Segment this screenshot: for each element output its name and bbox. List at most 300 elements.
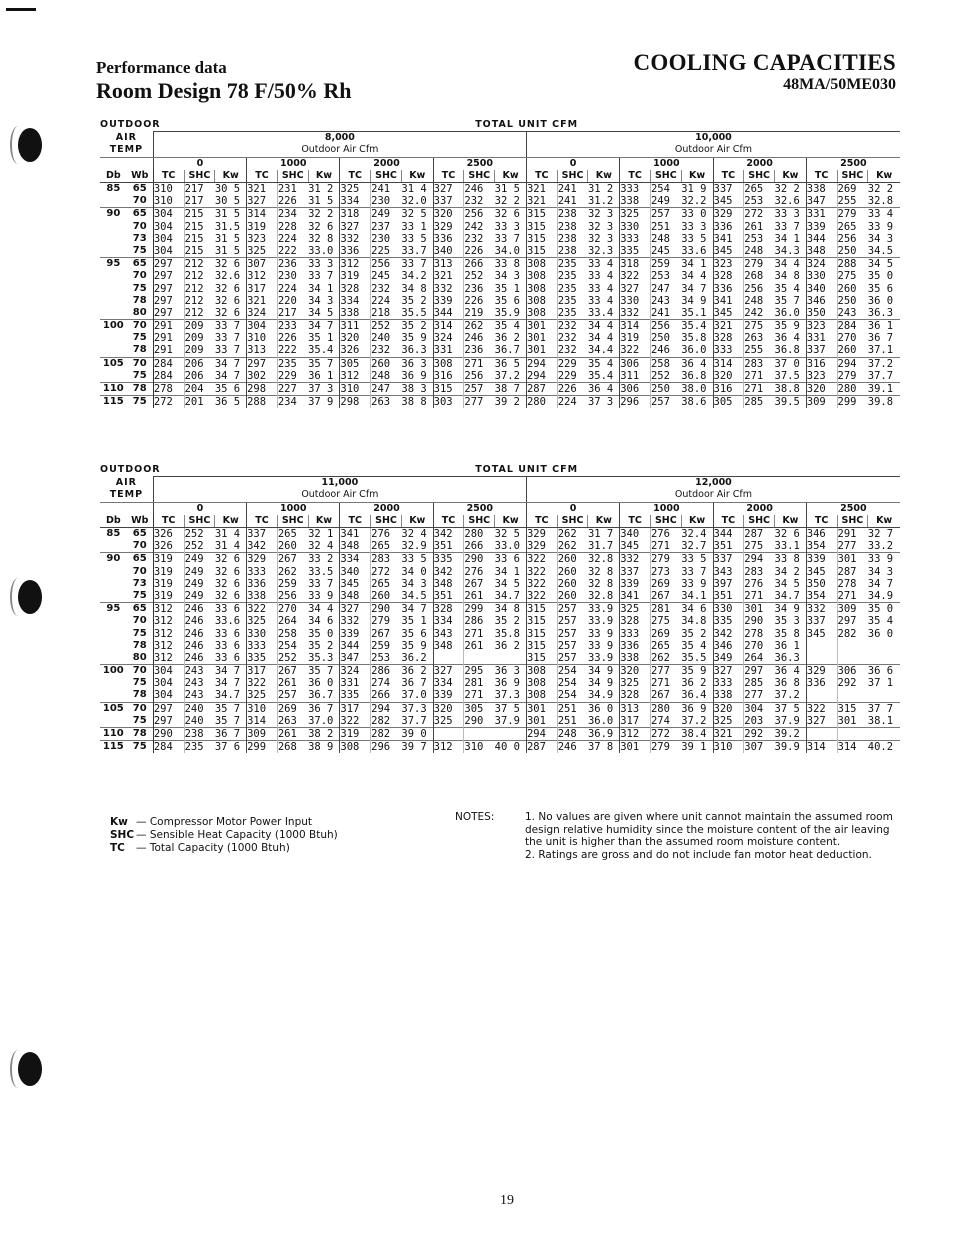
wb-temp-cell: 75 <box>127 627 154 639</box>
binder-hole-icon <box>18 1052 42 1086</box>
tc-value-cell: 334 <box>340 295 371 307</box>
shc-value-cell: 262 <box>557 527 588 540</box>
tc-header: TC <box>433 515 464 528</box>
tc-value-cell: 314 <box>620 320 651 333</box>
shc-value-cell: 295 <box>464 665 495 678</box>
kw-value-cell: 34.5 <box>401 589 427 602</box>
shc-value-cell: 307 <box>744 741 775 754</box>
shc-value-cell: 283 <box>371 553 402 566</box>
kw-value-cell: 32 6 <box>215 258 247 271</box>
tc-value-cell: 312 <box>620 727 651 740</box>
db-temp-cell: 105 <box>100 357 127 370</box>
shc-value-cell: 206 <box>184 357 215 370</box>
kw-value-cell: 34 4 <box>588 320 620 333</box>
shc-value-cell: 224 <box>557 396 588 409</box>
tc-value-cell: 324 <box>433 332 464 344</box>
shc-value-cell: 235 <box>277 357 308 370</box>
tc-value-cell: 329 <box>806 665 837 678</box>
shc-value-cell: 271 <box>744 382 775 395</box>
outdoor-air-cfm-label: Outdoor Air Cfm <box>526 489 900 502</box>
kw-value-cell: 35.5 <box>681 651 707 664</box>
tc-value-cell: 338 <box>247 590 278 603</box>
tc-value-cell: 297 <box>153 307 184 320</box>
kw-value-cell: 35 9 <box>401 332 427 345</box>
shc-header: SHC <box>277 170 308 183</box>
tc-value-cell: 346 <box>713 640 744 652</box>
tc-value-cell: 322 <box>526 553 557 566</box>
kw-header: Kw <box>588 170 620 183</box>
tc-value-cell: 325 <box>247 689 278 702</box>
kw-value-cell: 35 3 <box>774 615 800 628</box>
shc-value-cell: 212 <box>184 258 215 271</box>
shc-value-cell: 222 <box>277 245 308 258</box>
shc-value-cell: 226 <box>557 382 588 395</box>
kw-value-cell: 35 1 <box>494 282 520 295</box>
db-temp-cell <box>100 233 127 245</box>
performance-table-2 <box>100 464 900 753</box>
kw-value-cell: 36 9 <box>401 369 427 382</box>
table-row <box>100 590 900 603</box>
tc-value-cell: 337 <box>620 566 651 578</box>
tc-value-cell: 297 <box>247 357 278 370</box>
kw-value-cell: 33 3 <box>775 208 807 221</box>
shc-value-cell: 282 <box>837 627 868 639</box>
shc-value-cell: 294 <box>371 702 402 715</box>
kw-value-cell: 35 9 <box>401 639 427 652</box>
kw-value-cell: 34.5 <box>867 244 894 257</box>
tc-value-cell: 314 <box>247 208 278 221</box>
db-header: Db <box>100 170 127 183</box>
shc-value-cell: 256 <box>464 370 495 383</box>
tc-value-cell: 348 <box>433 640 464 652</box>
table-row <box>100 382 900 395</box>
tc-value-cell: 325 <box>247 245 278 258</box>
tc-value-cell: 319 <box>620 332 651 344</box>
shc-value-cell: 260 <box>837 282 868 294</box>
table-row <box>100 603 900 616</box>
tc-value-cell: 336 <box>620 640 651 652</box>
shc-value-cell: 220 <box>277 295 308 307</box>
kw-value-cell: 34 7 <box>308 320 340 333</box>
page-subtitle: Performance data <box>96 58 227 77</box>
shc-value-cell: 266 <box>371 689 402 702</box>
shc-value-cell: 250 <box>837 295 868 307</box>
table-row <box>100 195 900 208</box>
model-number: 48MA/50ME030 <box>783 76 896 93</box>
shc-value-cell: 232 <box>557 320 588 333</box>
tc-value-cell <box>433 652 464 665</box>
tc-value-cell: 342 <box>433 566 464 578</box>
tc-value-cell: 350 <box>806 307 837 320</box>
tc-value-cell: 304 <box>153 689 184 702</box>
shc-value-cell: 260 <box>557 590 588 603</box>
tc-value-cell: 344 <box>433 307 464 320</box>
shc-value-cell: 242 <box>744 307 775 320</box>
tc-value-cell: 320 <box>620 665 651 678</box>
tc-value-cell: 298 <box>247 382 278 395</box>
wb-temp-cell: 75 <box>127 245 154 258</box>
tc-value-cell: 323 <box>806 370 837 383</box>
kw-value-cell: 36 2 <box>401 665 433 678</box>
shc-value-cell: 245 <box>650 245 681 258</box>
kw-value-cell: 32.6 <box>774 195 800 208</box>
shc-value-cell: 253 <box>650 270 681 282</box>
shc-value-cell: 264 <box>277 615 308 627</box>
shc-value-cell: 272 <box>744 208 775 221</box>
kw-value-cell: 35 6 <box>401 627 427 640</box>
kw-header: Kw <box>215 170 247 183</box>
tc-value-cell: 335 <box>247 652 278 665</box>
wb-temp-cell: 65 <box>127 258 154 271</box>
shc-header: SHC <box>371 515 402 528</box>
kw-value-cell: 33.9 <box>587 651 614 664</box>
tc-value-cell: 338 <box>806 182 837 195</box>
wb-temp-cell: 65 <box>127 553 154 566</box>
shc-value-cell: 246 <box>557 741 588 754</box>
shc-header: SHC <box>184 515 215 528</box>
shc-value-cell: 265 <box>371 578 402 590</box>
tc-value-cell: 308 <box>526 282 557 294</box>
kw-value-cell: 32 6 <box>495 208 527 221</box>
legend-key: Kw <box>110 816 128 828</box>
kw-value-cell: 36 6 <box>868 665 900 678</box>
kw-value-cell: 33 5 <box>401 232 427 245</box>
kw-value-cell: 33.9 <box>587 615 614 628</box>
tc-value-cell: 284 <box>153 370 184 383</box>
shc-value-cell: 285 <box>744 396 775 409</box>
kw-value-cell: 37 3 <box>308 382 340 395</box>
table-row <box>100 741 900 754</box>
tc-value-cell: 315 <box>526 233 557 245</box>
kw-value-cell: 38 2 <box>308 727 340 740</box>
kw-value-cell: 39.9 <box>775 741 807 754</box>
outdoor-air-cfm-value: 0 <box>526 157 619 170</box>
tc-value-cell: 312 <box>247 270 278 282</box>
shc-value-cell: 299 <box>464 603 495 616</box>
cfm-value-a: 11,000 <box>153 477 526 490</box>
kw-value-cell: 32 6 <box>214 577 241 590</box>
tc-value-cell: 349 <box>713 652 744 665</box>
tc-value-cell: 321 <box>526 195 557 208</box>
shc-value-cell: 259 <box>371 640 402 652</box>
shc-value-cell: 274 <box>371 677 402 689</box>
kw-value-cell: 32.7 <box>681 540 707 553</box>
kw-value-cell: 36.0 <box>587 714 614 727</box>
db-temp-cell <box>100 640 127 652</box>
kw-value-cell: 35 2 <box>401 320 433 333</box>
tc-value-cell: 297 <box>153 702 184 715</box>
kw-value-cell: 34 4 <box>308 603 340 616</box>
outdoor-label: OUTDOOR <box>100 464 161 476</box>
shc-value-cell: 261 <box>464 590 495 603</box>
tc-value-cell: 325 <box>340 182 371 195</box>
shc-value-cell <box>464 727 495 740</box>
tc-value-cell: 312 <box>340 370 371 383</box>
shc-value-cell: 260 <box>557 553 588 566</box>
tc-value-cell: 325 <box>620 208 651 221</box>
shc-header: SHC <box>184 170 215 183</box>
shc-value-cell: 254 <box>277 640 308 652</box>
legend-item <box>110 829 338 842</box>
tc-value-cell: 332 <box>340 615 371 627</box>
shc-value-cell: 259 <box>277 578 308 590</box>
kw-value-cell: 34 0 <box>401 565 427 578</box>
tc-value-cell: 310 <box>153 182 184 195</box>
kw-value-cell: 34 7 <box>214 369 241 382</box>
tc-value-cell: 301 <box>526 320 557 333</box>
wb-temp-cell: 70 <box>127 221 154 233</box>
kw-value-cell: 38.4 <box>681 727 713 740</box>
wb-temp-cell: 80 <box>127 652 154 665</box>
shc-value-cell: 271 <box>650 677 681 689</box>
tc-value-cell: 322 <box>247 677 278 689</box>
kw-value-cell: 34 6 <box>681 603 713 616</box>
tc-value-cell: 322 <box>620 344 651 357</box>
shc-value-cell: 241 <box>557 182 588 195</box>
shc-value-cell: 252 <box>371 320 402 333</box>
tc-value-cell: 332 <box>340 233 371 245</box>
kw-header: Kw <box>775 515 807 528</box>
tc-header: TC <box>153 515 184 528</box>
tc-value-cell: 339 <box>806 553 837 566</box>
shc-value-cell: 267 <box>277 665 308 678</box>
db-temp-cell <box>100 689 127 702</box>
kw-value-cell: 36 2 <box>494 639 520 652</box>
kw-value-cell: 36 4 <box>775 665 807 678</box>
legend-key: SHC <box>110 829 135 841</box>
shc-value-cell <box>837 689 868 702</box>
kw-value-cell: 33 7 <box>681 565 707 578</box>
shc-value-cell: 246 <box>184 615 215 627</box>
shc-value-cell: 314 <box>837 741 868 754</box>
tc-value-cell: 327 <box>433 182 464 195</box>
tc-value-cell: 327 <box>340 603 371 616</box>
kw-value-cell: 34.7 <box>494 589 520 602</box>
kw-value-cell: 32 6 <box>214 589 241 602</box>
shc-value-cell: 241 <box>557 195 588 208</box>
shc-value-cell: 243 <box>184 677 215 689</box>
kw-value-cell: 31.2 <box>587 195 614 208</box>
shc-value-cell: 260 <box>371 590 402 603</box>
shc-value-cell: 256 <box>464 208 495 221</box>
top-rule <box>6 8 36 11</box>
tc-value-cell: 284 <box>153 741 184 754</box>
shc-value-cell: 272 <box>650 727 681 740</box>
shc-value-cell: 290 <box>464 553 495 566</box>
shc-value-cell: 225 <box>371 245 402 258</box>
shc-value-cell: 217 <box>277 307 308 320</box>
shc-value-cell: 206 <box>184 370 215 383</box>
tc-value-cell: 313 <box>433 258 464 271</box>
shc-value-cell: 299 <box>837 396 868 409</box>
kw-value-cell: 33 7 <box>494 232 520 245</box>
db-temp-cell <box>100 307 127 320</box>
outdoor-air-cfm-value: 0 <box>153 502 246 515</box>
tc-value-cell: 317 <box>247 665 278 678</box>
db-temp-cell: 95 <box>100 258 127 271</box>
kw-value-cell: 36 1 <box>868 320 900 333</box>
wb-temp-cell: 75 <box>127 282 154 294</box>
capacity-table <box>100 119 900 408</box>
kw-value-cell: 33 7 <box>401 258 433 271</box>
kw-value-cell: 33.9 <box>588 603 620 616</box>
kw-value-cell: 33 9 <box>868 553 900 566</box>
table-row <box>100 540 900 553</box>
shc-value-cell: 290 <box>371 603 402 616</box>
kw-value-cell: 33 9 <box>587 639 614 652</box>
shc-value-cell: 261 <box>277 727 308 740</box>
shc-value-cell: 280 <box>650 702 681 715</box>
shc-value-cell: 287 <box>744 527 775 540</box>
legend-text: — Compressor Motor Power Input <box>136 816 313 828</box>
tc-value-cell: 325 <box>713 715 744 728</box>
shc-header: SHC <box>744 170 775 183</box>
kw-value-cell: 37.7 <box>867 369 894 382</box>
table-row <box>100 677 900 689</box>
shc-value-cell: 287 <box>837 566 868 578</box>
shc-value-cell: 280 <box>464 527 495 540</box>
tc-value-cell: 344 <box>806 233 837 245</box>
wb-temp-cell: 73 <box>127 578 154 590</box>
kw-value-cell <box>868 640 900 652</box>
tc-value-cell: 297 <box>153 282 184 294</box>
kw-value-cell: 33.4 <box>587 306 614 319</box>
tc-value-cell: 331 <box>340 677 371 689</box>
tc-value-cell: 344 <box>340 640 371 652</box>
kw-value-cell: 33 6 <box>215 603 247 616</box>
wb-temp-cell: 70 <box>127 195 154 208</box>
kw-value-cell: 32 2 <box>868 182 900 195</box>
kw-value-cell: 34 7 <box>215 357 247 370</box>
table-row <box>100 245 900 258</box>
shc-value-cell: 269 <box>837 182 868 195</box>
shc-value-cell: 277 <box>464 396 495 409</box>
tc-value-cell: 320 <box>340 332 371 344</box>
tc-value-cell: 319 <box>153 553 184 566</box>
tc-value-cell: 397 <box>713 578 744 590</box>
shc-value-cell: 230 <box>371 233 402 245</box>
shc-value-cell: 264 <box>744 652 775 665</box>
kw-value-cell: 36 7 <box>308 702 340 715</box>
shc-value-cell: 290 <box>464 715 495 728</box>
kw-value-cell: 35.4 <box>308 344 334 357</box>
tc-value-cell: 335 <box>620 245 651 258</box>
outdoor-air-cfm-value: 2000 <box>340 157 433 170</box>
kw-value-cell: 34 5 <box>494 577 520 590</box>
tc-value-cell: 317 <box>247 282 278 294</box>
kw-value-cell: 32 6 <box>214 282 241 295</box>
tc-value-cell: 342 <box>433 527 464 540</box>
tc-value-cell: 345 <box>620 540 651 553</box>
shc-value-cell: 267 <box>650 689 681 702</box>
shc-header: SHC <box>650 515 681 528</box>
shc-value-cell: 283 <box>744 357 775 370</box>
tc-value-cell: 335 <box>713 615 744 627</box>
tc-value-cell: 315 <box>526 245 557 258</box>
shc-value-cell: 283 <box>744 566 775 578</box>
table-row <box>100 221 900 233</box>
tc-value-cell: 301 <box>526 344 557 357</box>
shc-value-cell: 304 <box>744 702 775 715</box>
shc-value-cell: 281 <box>464 677 495 689</box>
shc-value-cell: 269 <box>650 627 681 639</box>
tc-value-cell: 345 <box>340 578 371 590</box>
table-row <box>100 578 900 590</box>
shc-value-cell: 271 <box>464 689 495 702</box>
shc-value-cell: 273 <box>650 566 681 578</box>
shc-header: SHC <box>837 515 868 528</box>
tc-value-cell: 304 <box>153 677 184 689</box>
kw-value-cell: 31.7 <box>587 540 614 553</box>
tc-value-cell: 321 <box>713 727 744 740</box>
kw-value-cell: 35 6 <box>867 282 894 295</box>
shc-header: SHC <box>837 170 868 183</box>
shc-value-cell: 260 <box>277 540 308 553</box>
tc-value-cell: 291 <box>153 332 184 344</box>
kw-value-cell: 32 1 <box>308 527 340 540</box>
header-left <box>96 58 351 104</box>
tc-value-cell: 335 <box>433 553 464 566</box>
kw-value-cell: 34 6 <box>308 615 334 628</box>
shc-value-cell: 212 <box>184 282 215 294</box>
tc-value-cell: 337 <box>247 527 278 540</box>
tc-header: TC <box>620 515 651 528</box>
shc-value-cell: 232 <box>557 344 588 357</box>
shc-value-cell <box>464 652 495 665</box>
kw-value-cell: 32.8 <box>587 589 614 602</box>
kw-value-cell: 35 9 <box>775 320 807 333</box>
tc-value-cell: 301 <box>526 332 557 344</box>
shc-value-cell: 279 <box>744 258 775 271</box>
shc-value-cell: 232 <box>557 332 588 344</box>
table-row <box>100 640 900 652</box>
table-row <box>100 182 900 195</box>
kw-value-cell: 34 9 <box>681 294 707 307</box>
tc-value-cell: 315 <box>526 627 557 639</box>
tc-value-cell: 339 <box>340 627 371 639</box>
tc-value-cell: 308 <box>526 677 557 689</box>
table-row <box>100 320 900 333</box>
shc-value-cell: 251 <box>557 715 588 728</box>
shc-value-cell: 229 <box>277 370 308 383</box>
db-temp-cell <box>100 370 127 383</box>
outdoor-air-cfm-value: 2500 <box>433 157 526 170</box>
tc-value-cell: 326 <box>340 344 371 357</box>
shc-value-cell: 276 <box>650 527 681 540</box>
shc-value-cell: 247 <box>371 382 402 395</box>
kw-value-cell: 32 6 <box>214 294 241 307</box>
tc-value-cell: 345 <box>806 566 837 578</box>
wb-temp-cell: 78 <box>127 382 154 395</box>
outdoor-air-cfm-value: 0 <box>153 157 246 170</box>
table-row <box>100 615 900 627</box>
table-row <box>100 344 900 357</box>
shc-value-cell: 257 <box>557 627 588 639</box>
kw-header: Kw <box>401 515 433 528</box>
shc-value-cell: 275 <box>744 320 775 333</box>
shc-value-cell: 310 <box>464 741 495 754</box>
shc-value-cell: 279 <box>837 370 868 383</box>
shc-value-cell: 249 <box>184 553 215 566</box>
db-temp-cell <box>100 578 127 590</box>
shc-value-cell: 251 <box>650 221 681 233</box>
kw-value-cell: 36 0 <box>867 294 894 307</box>
kw-value-cell: 32 6 <box>214 306 241 319</box>
shc-value-cell <box>837 652 868 665</box>
tc-value-cell: 323 <box>247 233 278 245</box>
kw-value-cell: 35.8 <box>494 627 520 640</box>
shc-header: SHC <box>557 515 588 528</box>
